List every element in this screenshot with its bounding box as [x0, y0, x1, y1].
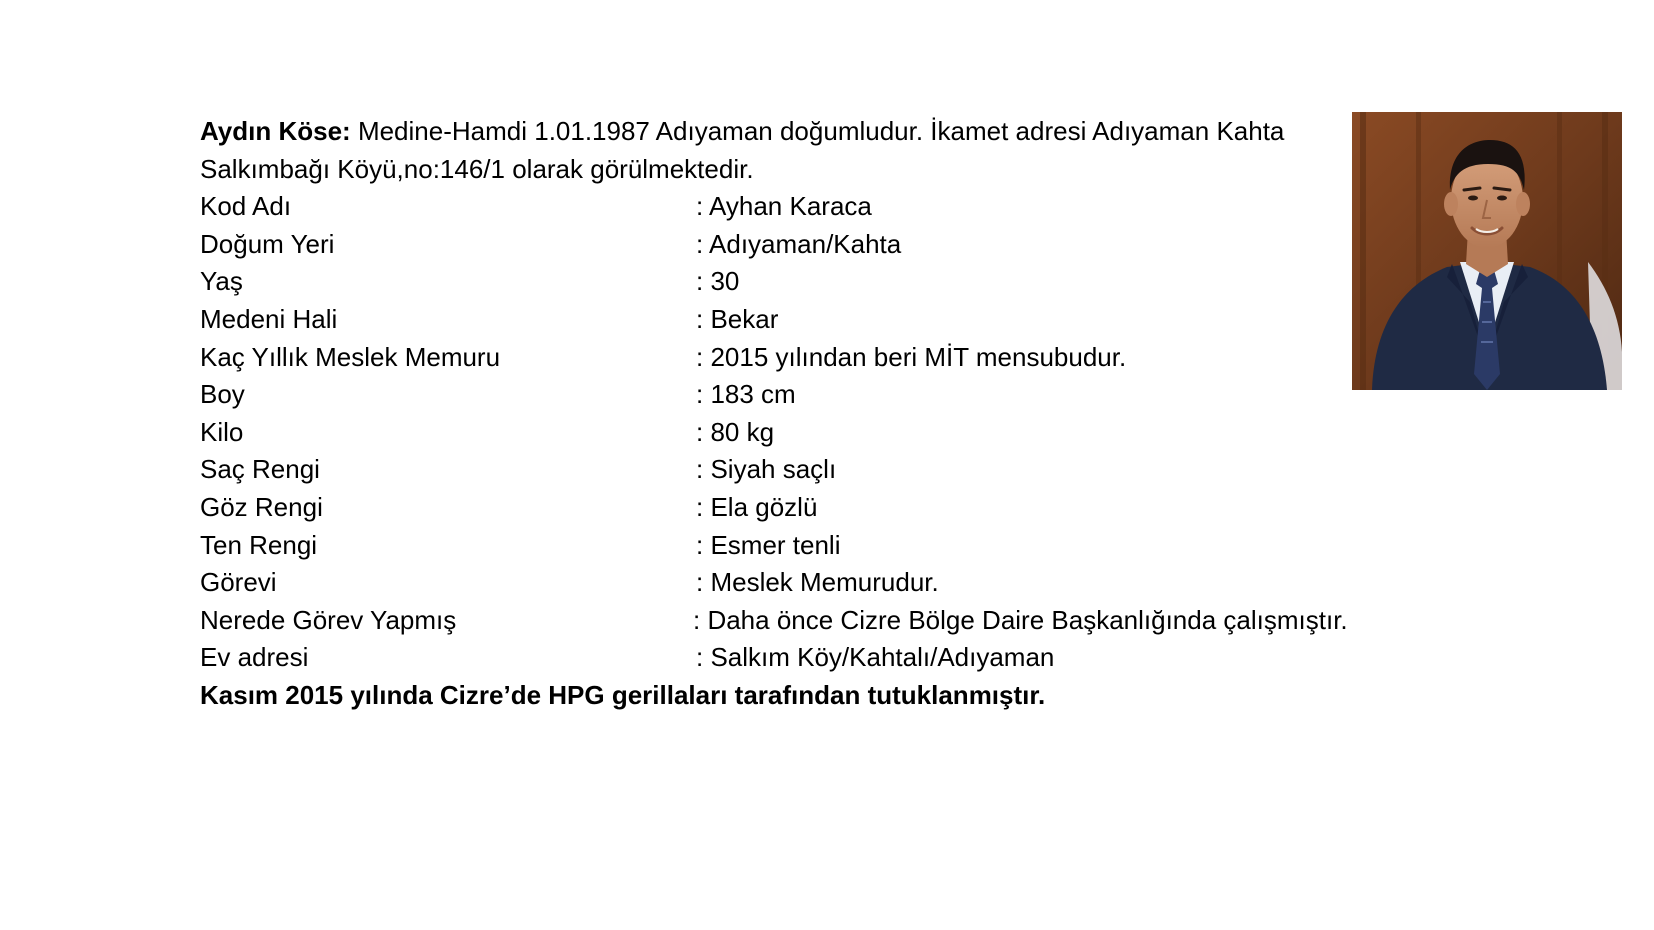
field-value: : 183 cm — [696, 379, 796, 410]
field-label: Görevi — [200, 567, 277, 598]
field-row-birthplace — [200, 226, 1360, 264]
field-label: Doğum Yeri — [200, 228, 335, 259]
field-value: : 2015 yılından beri MİT mensubudur. — [696, 341, 1127, 372]
field-row-eye-color — [200, 489, 1360, 527]
field-row-hair-color — [200, 451, 1360, 489]
field-value: : Adıyaman/Kahta — [696, 228, 902, 259]
field-row-service-years — [200, 339, 1360, 377]
field-label: Saç Rengi — [200, 454, 320, 485]
closing-statement: Kasım 2015 yılında Cizre’de HPG gerillaları tarafından tutuklanmıştır. — [200, 679, 1046, 710]
profile-document — [200, 113, 1360, 715]
portrait-photo — [1352, 112, 1622, 390]
field-label: Kilo — [200, 416, 244, 447]
field-value: : Siyah saçlı — [696, 454, 837, 485]
field-value: : 80 kg — [696, 416, 775, 447]
field-row-duty — [200, 564, 1360, 602]
field-row-marital-status — [200, 301, 1360, 339]
portrait-illustration — [1352, 112, 1622, 390]
field-label: Ten Rengi — [200, 529, 318, 560]
field-row-weight — [200, 414, 1360, 452]
field-value: : Ayhan Karaca — [696, 191, 872, 222]
field-row-skin-color — [200, 527, 1360, 565]
field-value: : Esmer tenli — [696, 529, 841, 560]
field-label: Medeni Hali — [200, 303, 338, 334]
field-label: Kaç Yıllık Meslek Memuru — [200, 341, 501, 372]
field-value: : 30 — [696, 266, 740, 297]
field-label: Göz Rengi — [200, 491, 323, 522]
field-label: Boy — [200, 379, 245, 410]
field-value: : Ela gözlü — [696, 491, 818, 522]
field-label: Yaş — [200, 266, 243, 297]
field-row-home-address — [200, 639, 1360, 677]
field-row-height — [200, 376, 1360, 414]
field-row-age — [200, 263, 1360, 301]
field-row-code-name — [200, 188, 1360, 226]
field-label: Kod Adı — [200, 191, 292, 222]
field-value: : Bekar — [696, 303, 779, 334]
field-value: : Meslek Memurudur. — [696, 567, 939, 598]
intro-text: Medine-Hamdi 1.01.1987 Adıyaman doğumludur. İkamet adresi Adıyaman Kahta Salkımbağı Köyü,no:146/1 olarak görülmektedir. — [200, 116, 1285, 184]
field-value: : Daha önce Cizre Bölge Daire Başkanlığında çalışmıştır. — [693, 604, 1348, 635]
intro-paragraph — [200, 113, 1300, 188]
field-label: Nerede Görev Yapmış — [200, 604, 457, 635]
field-label: Ev adresi — [200, 642, 309, 673]
field-value: : Salkım Köy/Kahtalı/Adıyaman — [696, 642, 1055, 673]
field-row-previous-post — [200, 602, 1360, 640]
person-name: Aydın Köse: — [200, 116, 351, 146]
